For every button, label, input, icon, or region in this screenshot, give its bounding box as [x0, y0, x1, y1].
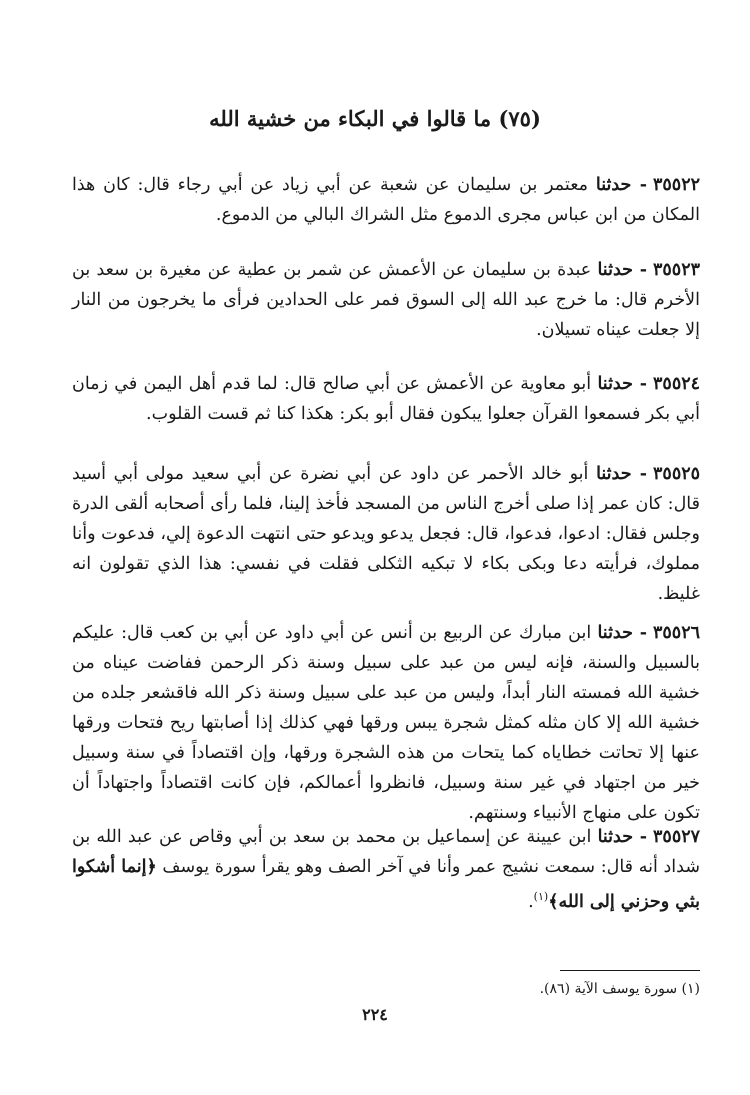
page-number: ٢٢٤ [362, 1005, 388, 1024]
hadith-lead: - حدثنا [595, 175, 647, 195]
hadith-number: ٣٥٥٢٦ [653, 623, 700, 643]
hadith-text: معتمر بن سليمان عن شعبة عن أبي زياد عن أبي رجاء قال: كان هذا المكان من ابن عباس مجرى الدموع مثل الشراك البالي من الدموع. [72, 175, 700, 225]
hadith-lead: - حدثنا [597, 827, 648, 847]
hadith-text: عبدة بن سليمان عن الأعمش عن شمر بن عطية عن مغيرة بن سعد بن الأخرم قال: ما خرج عبد الله إلى السوق فمر على الحدادين فرأى ما يخرجون من النار إلا جعلت عيناه تسيلان. [72, 260, 700, 340]
hadith-number: ٣٥٥٢٤ [653, 374, 701, 394]
hadith-text: أبو معاوية عن الأعمش عن أبي صالح قال: لما قدم أهل اليمن في زمان أبي بكر فسمعوا القرآن جعلوا يبكون فقال أبو بكر: هكذا كنا ثم قست القلوب. [72, 374, 700, 424]
hadith-entry [72, 822, 700, 917]
hadith-entry [72, 618, 700, 828]
hadith-text: ابن مبارك عن الربيع بن أنس عن أبي داود عن أبي بن كعب قال: عليكم بالسبيل والسنة، فإنه ليس من عبد على سبيل وسنة ذكر الرحمن ففاضت عيناه من خشية الله فمسته النار أبداً، وليس من عبد على سبيل وسنة ذكر الله فاقشعر جلده من خشية الله إلا كان مثله كمثل شجرة يبس ورقها فهي كذلك إذا أصابتها ريح فتحات ورقها عنها إلا تحاتت خطاياه كما يتحات من هذه الشجرة ورقها، وإن اقتصاداً في سنة وسبيل خير من اجتهاد في غير سنة وسبيل، فانظروا أعمالكم، فإن كانت اقتصاداً واجتهاداً أن تكون على منهاج الأنبياء وسنتهم. [72, 623, 700, 823]
hadith-entry [72, 255, 700, 345]
hadith-lead: - حدثنا [597, 623, 647, 643]
hadith-lead: - حدثنا [596, 464, 648, 484]
hadith-text: أبو خالد الأحمر عن داود عن أبي نضرة عن أبي سعيد مولى أبي أسيد قال: كان عمر إذا صلى أخرج الناس من المسجد فأخذ إلينا، فلما رأى أصحابه ألقى الدرة وجلس فقال: ادعوا، فدعوا، قال: فجعل يدعو ويدعو حتى انتهت الدعوة إلي، فدعوت وأنا مملوك، فرأيته دعا وبكى بكاء لا تبكيه الثكلى فقلت في نفسي: هذا الذي تقولون انه غليظ. [72, 464, 700, 604]
chapter-title: (٧٥) ما قالوا في البكاء من خشية الله [209, 106, 541, 131]
hadith-lead: - حدثنا [597, 260, 647, 280]
hadith-number: ٣٥٥٢٣ [653, 260, 700, 280]
hadith-entry [72, 369, 700, 429]
hadith-entry [72, 459, 700, 609]
sentence-end: . [528, 891, 534, 912]
footnote-divider [560, 970, 700, 971]
footnote-reference[interactable]: (١) [533, 890, 549, 903]
quran-quote: ﴿إنما أشكوا بثي وحزني إلى الله﴾ [72, 857, 700, 912]
hadith-number: ٣٥٥٢٢ [653, 175, 700, 195]
hadith-entry [72, 170, 700, 230]
hadith-number: ٣٥٥٢٧ [653, 827, 701, 847]
hadith-text: ابن عيينة عن إسماعيل بن محمد بن سعد بن أبي وقاص عن عبد الله بن شداد أنه قال: سمعت نشيج عمر وأنا في آخر الصف وهو يقرأ سورة يوسف [72, 827, 700, 877]
hadith-lead: - حدثنا [597, 374, 648, 394]
hadith-number: ٣٥٥٢٥ [653, 464, 701, 484]
footnote: (١) سورة يوسف الآية (٨٦). [539, 981, 700, 997]
